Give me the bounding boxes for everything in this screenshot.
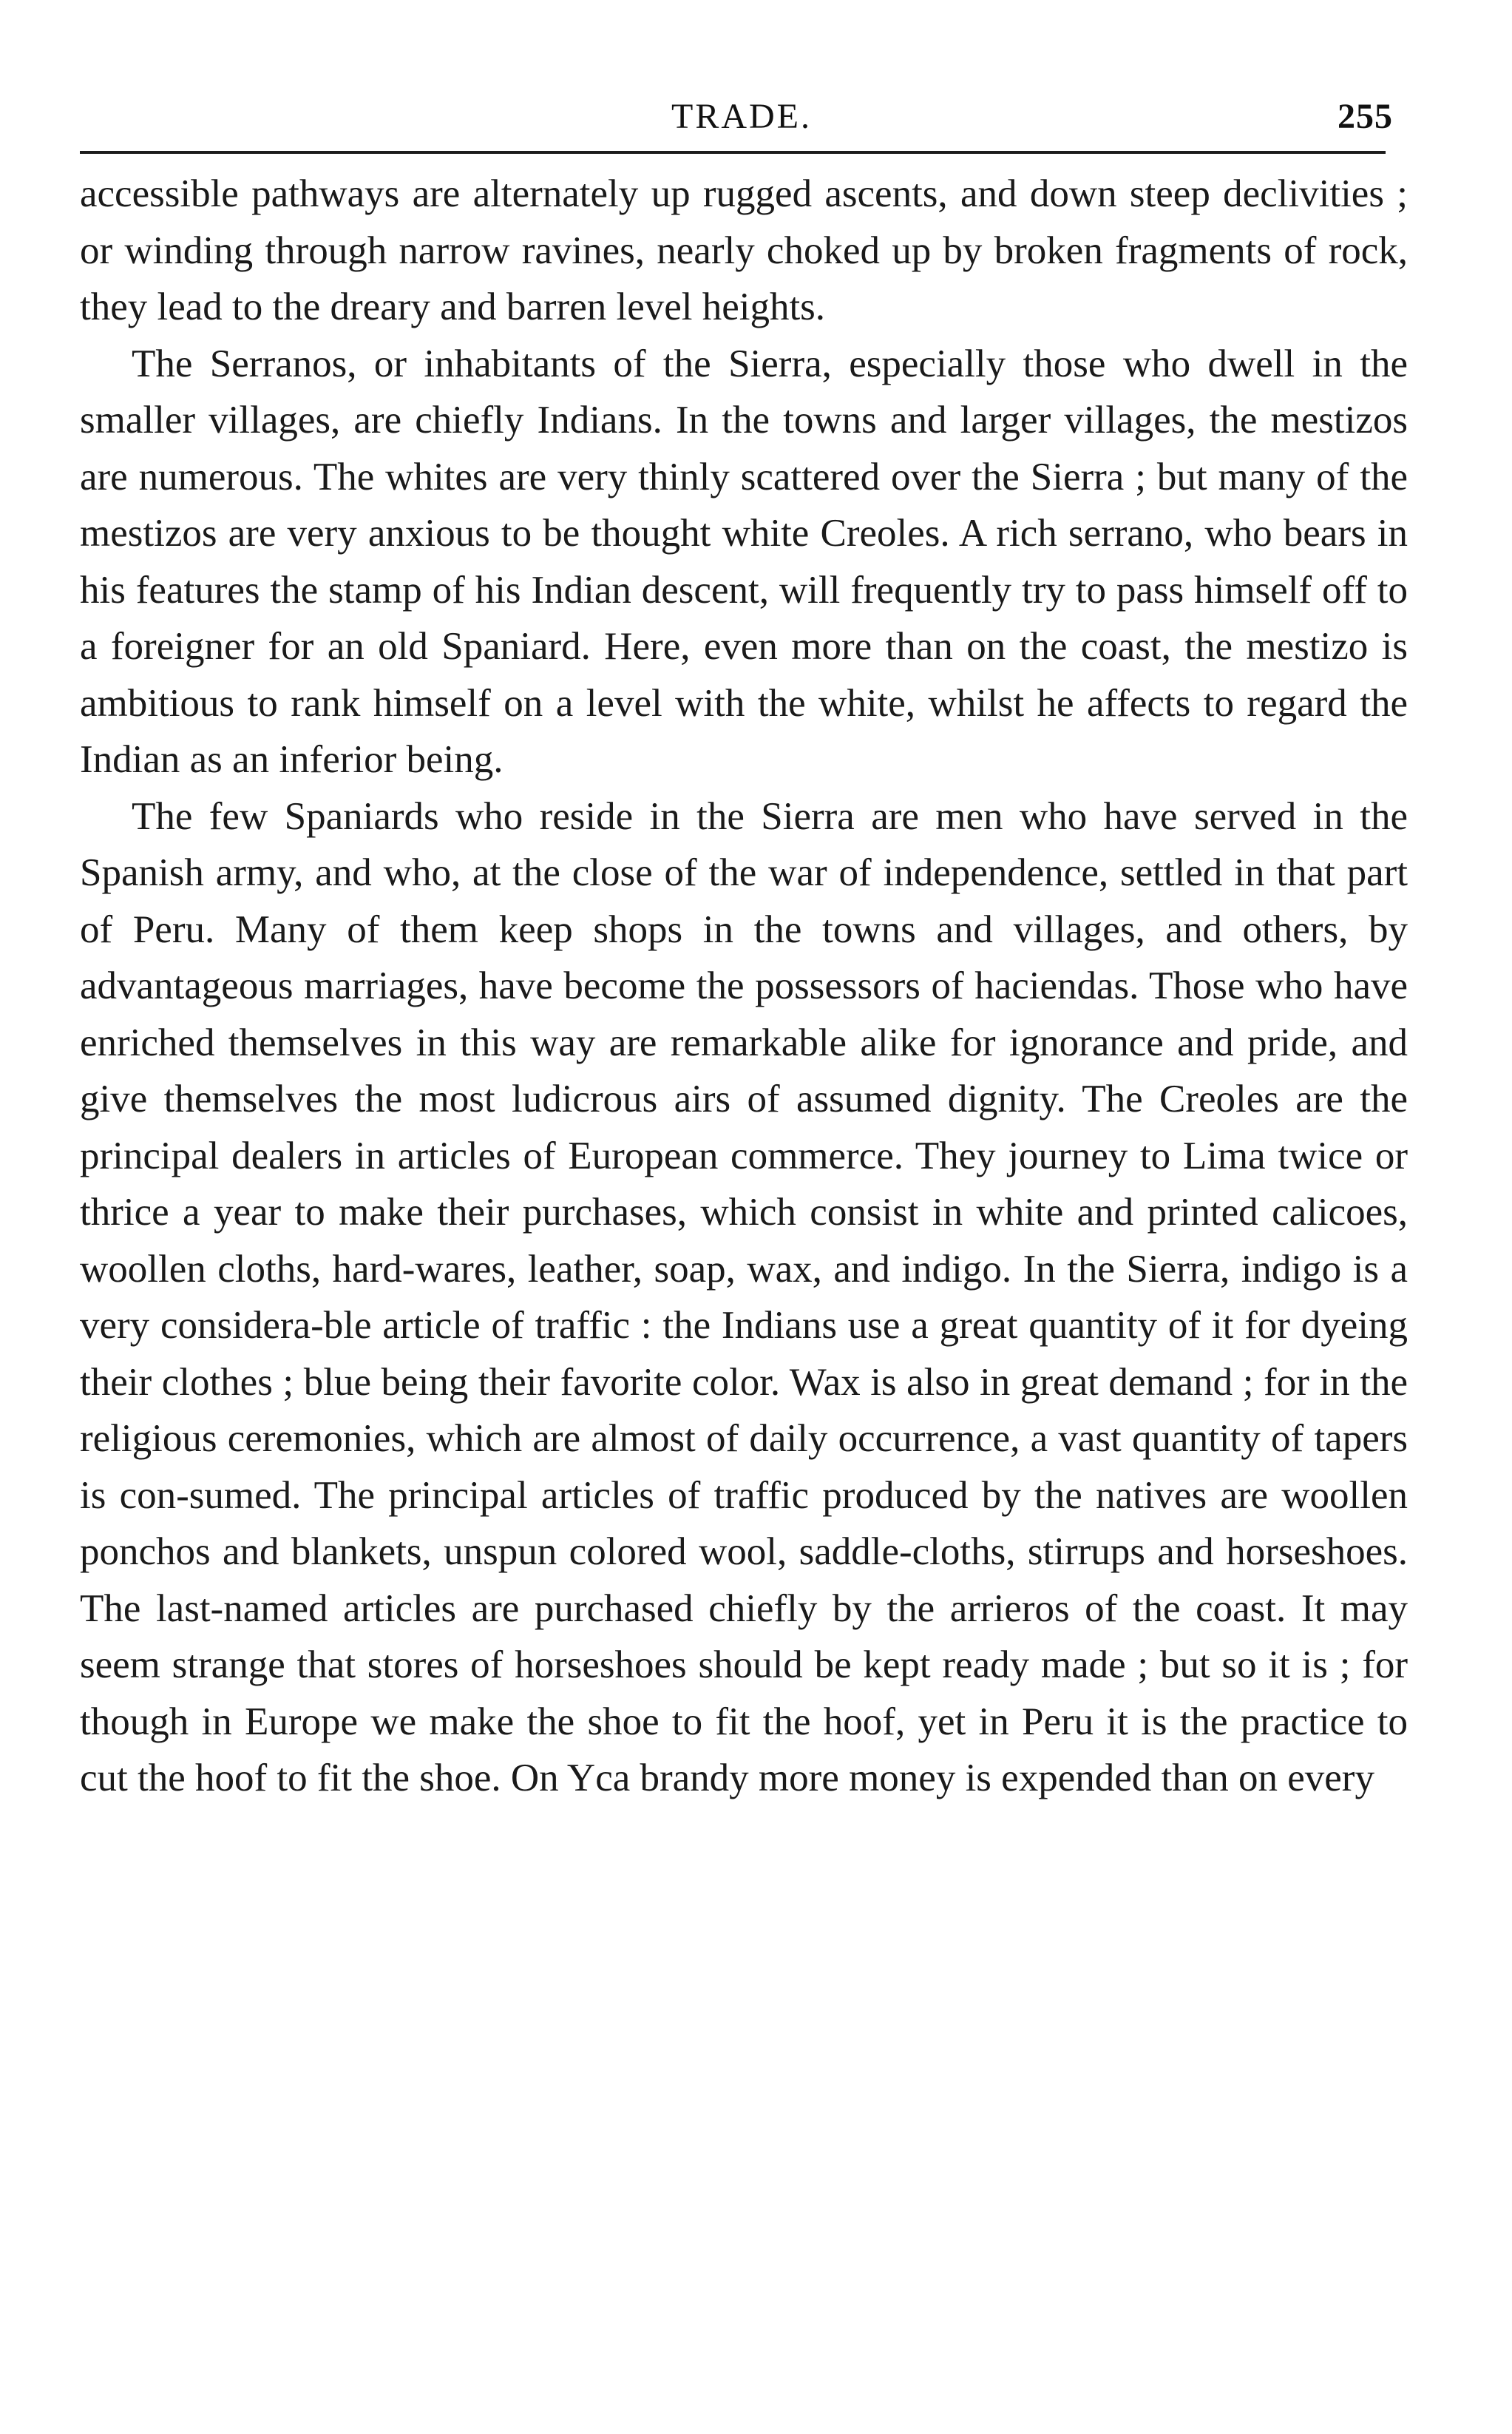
paragraph-serranos: The Serranos, or inhabitants of the Sierra, especially those who dwell in the smaller villages, are chiefly Indians. In the towns and larger villages, the mestizos are numerous. The whites are very thinly scattered over the Sierra ; but many of the mestizos are very anxious to be thought white Creoles. A rich serrano, who bears in his features the stamp of his Indian descent, will frequently try to pass himself off to a foreigner for an old Spaniard. Here, even more than on the coast, the mestizo is ambitious to rank himself on a level with the white, whilst he affects to regard the Indian as an inferior being. <box>80 342 1408 781</box>
body-text <box>80 166 1408 1807</box>
book-page <box>80 96 1408 1807</box>
header-rule <box>80 151 1386 154</box>
paragraph-spaniards: The few Spaniards who reside in the Sierra are men who have served in the Spanish army, and who, at the close of the war of independence, settled in that part of Peru. Many of them keep shops in the towns and villages, and others, by advantageous marriages, have become the possessors of haciendas. Those who have enriched themselves in this way are remarkable alike for ignorance and pride, and give themselves the most ludicrous airs of assumed dignity. The Creoles are the principal dealers in articles of European commerce. They journey to Lima twice or thrice a year to make their purchases, which consist in white and printed calicoes, woollen cloths, hard-wares, leather, soap, wax, and indigo. In the Sierra, indigo is a very considera-ble article of traffic : the Indians use a great quantity of it for dyeing their clothes ; blue being their favorite color. Wax is also in great demand ; for in the religious ceremonies, which are almost of daily occurrence, a vast quantity of tapers is con-sumed. The principal articles of traffic produced by the natives are woollen ponchos and blankets, unspun colored wool, saddle-cloths, stirrups and horseshoes. The last-named articles are purchased chiefly by the arrieros of the coast. It may seem strange that stores of horseshoes should be kept ready made ; but so it is ; for though in Europe we make the shoe to fit the hoof, yet in Peru it is the practice to cut the hoof to fit the shoe. On Yca brandy more money is expended than on every <box>80 794 1408 1799</box>
paragraph-continued: accessible pathways are alternately up rugged ascents, and down steep declivities ; or winding through narrow ravines, nearly choked up by broken fragments of rock, they lead to the dreary and barren level heights. <box>80 172 1408 328</box>
running-head: TRADE. <box>671 97 812 136</box>
page-number: 255 <box>1338 97 1393 136</box>
page-header <box>80 96 1408 148</box>
